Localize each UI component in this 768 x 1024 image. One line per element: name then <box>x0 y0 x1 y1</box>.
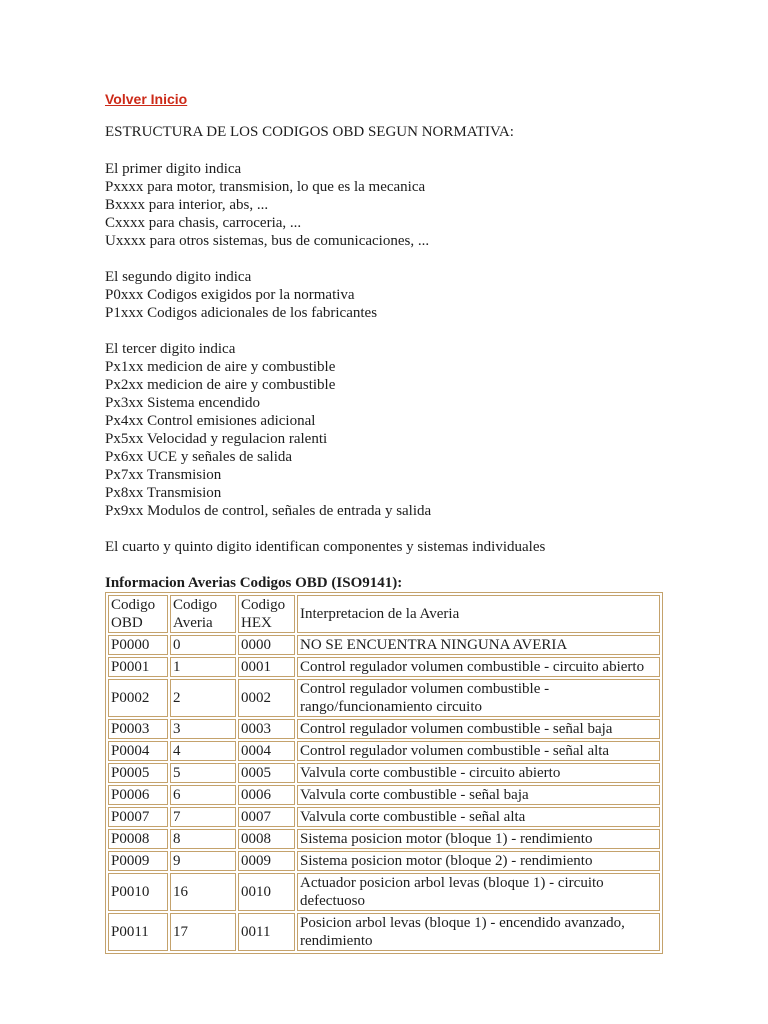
text-line: Px5xx Velocidad y regulacion ralenti <box>105 431 328 447</box>
cell-codigo-hex: 0011 <box>238 913 295 951</box>
cell-interpretacion: Sistema posicion motor (bloque 2) - rendimiento <box>297 851 660 871</box>
table-row <box>108 807 660 827</box>
cell-codigo-averia: 6 <box>170 785 236 805</box>
cell-codigo-obd: P0000 <box>108 635 168 655</box>
cell-codigo-hex: 0000 <box>238 635 295 655</box>
cell-interpretacion: NO SE ENCUENTRA NINGUNA AVERIA <box>297 635 660 655</box>
table-row <box>108 719 660 739</box>
table-row <box>108 913 660 951</box>
cell-codigo-hex: 0002 <box>238 679 295 717</box>
cell-codigo-hex: 0009 <box>238 851 295 871</box>
volver-inicio-link[interactable]: Volver Inicio <box>105 91 188 107</box>
cell-codigo-obd: P0008 <box>108 829 168 849</box>
text-line: El primer digito indica <box>105 161 242 177</box>
text-line: Cxxxx para chasis, carroceria, ... <box>105 215 302 231</box>
header-codigo-averia: Codigo Averia <box>170 595 236 633</box>
cell-interpretacion: Valvula corte combustible - señal baja <box>297 785 660 805</box>
text-line: Uxxxx para otros sistemas, bus de comunicaciones, ... <box>105 233 430 249</box>
text-line: Px1xx medicion de aire y combustible <box>105 359 336 375</box>
table-row <box>108 785 660 805</box>
cell-interpretacion: Control regulador volumen combustible - señal alta <box>297 741 660 761</box>
cell-codigo-hex: 0003 <box>238 719 295 739</box>
cell-codigo-obd: P0005 <box>108 763 168 783</box>
cell-codigo-averia: 3 <box>170 719 236 739</box>
text-line: Bxxxx para interior, abs, ... <box>105 197 269 213</box>
text-line: P1xxx Codigos adicionales de los fabricantes <box>105 305 378 321</box>
text-line: Px3xx Sistema encendido <box>105 395 260 411</box>
paragraph <box>105 160 663 250</box>
text-line: Px8xx Transmision <box>105 485 222 501</box>
cell-codigo-hex: 0001 <box>238 657 295 677</box>
cell-codigo-obd: P0007 <box>108 807 168 827</box>
cell-interpretacion: Control regulador volumen combustible - rango/funcionamiento circuito <box>297 679 660 717</box>
cell-interpretacion: Valvula corte combustible - circuito abierto <box>297 763 660 783</box>
table-row <box>108 657 660 677</box>
cell-codigo-averia: 1 <box>170 657 236 677</box>
header-interpretacion: Interpretacion de la Averia <box>297 595 660 633</box>
paragraph <box>105 268 663 322</box>
cell-codigo-obd: P0009 <box>108 851 168 871</box>
cell-codigo-obd: P0011 <box>108 913 168 951</box>
cell-codigo-averia: 0 <box>170 635 236 655</box>
text-line: Pxxxx para motor, transmision, lo que es la mecanica <box>105 179 426 195</box>
table-title: Informacion Averias Codigos OBD (ISO9141): <box>105 575 403 591</box>
body-paragraphs <box>105 160 663 556</box>
cell-codigo-hex: 0004 <box>238 741 295 761</box>
page-title: ESTRUCTURA DE LOS CODIGOS OBD SEGUN NORMATIVA: <box>105 124 514 140</box>
table-row <box>108 829 660 849</box>
cell-interpretacion: Posicion arbol levas (bloque 1) - encendido avanzado, rendimiento <box>297 913 660 951</box>
cell-codigo-obd: P0010 <box>108 873 168 911</box>
text-line: Px9xx Modulos de control, señales de entrada y salida <box>105 503 432 519</box>
table-row <box>108 851 660 871</box>
table-row <box>108 635 660 655</box>
text-line: Px4xx Control emisiones adicional <box>105 413 316 429</box>
cell-codigo-averia: 2 <box>170 679 236 717</box>
cell-codigo-averia: 9 <box>170 851 236 871</box>
cell-codigo-averia: 4 <box>170 741 236 761</box>
text-line: El cuarto y quinto digito identifican componentes y sistemas individuales <box>105 539 546 555</box>
paragraph <box>105 538 663 556</box>
cell-codigo-averia: 5 <box>170 763 236 783</box>
cell-codigo-averia: 17 <box>170 913 236 951</box>
text-line: El tercer digito indica <box>105 341 236 357</box>
cell-interpretacion: Control regulador volumen combustible - circuito abierto <box>297 657 660 677</box>
cell-codigo-hex: 0006 <box>238 785 295 805</box>
cell-codigo-hex: 0008 <box>238 829 295 849</box>
text-line: Px2xx medicion de aire y combustible <box>105 377 336 393</box>
cell-codigo-obd: P0002 <box>108 679 168 717</box>
cell-interpretacion: Actuador posicion arbol levas (bloque 1) - circuito defectuoso <box>297 873 660 911</box>
document-page <box>105 91 663 954</box>
cell-codigo-obd: P0003 <box>108 719 168 739</box>
header-codigo-hex: Codigo HEX <box>238 595 295 633</box>
cell-codigo-averia: 16 <box>170 873 236 911</box>
cell-codigo-averia: 7 <box>170 807 236 827</box>
cell-codigo-obd: P0006 <box>108 785 168 805</box>
cell-codigo-hex: 0005 <box>238 763 295 783</box>
table-header-row <box>108 595 660 633</box>
table-row <box>108 873 660 911</box>
cell-codigo-hex: 0010 <box>238 873 295 911</box>
cell-codigo-obd: P0001 <box>108 657 168 677</box>
table-row <box>108 741 660 761</box>
cell-codigo-obd: P0004 <box>108 741 168 761</box>
obd-fault-table <box>105 592 663 954</box>
paragraph <box>105 340 663 520</box>
text-line: P0xxx Codigos exigidos por la normativa <box>105 287 355 303</box>
header-codigo-obd: Codigo OBD <box>108 595 168 633</box>
cell-interpretacion: Control regulador volumen combustible - señal baja <box>297 719 660 739</box>
text-line: Px6xx UCE y señales de salida <box>105 449 293 465</box>
text-line: Px7xx Transmision <box>105 467 222 483</box>
cell-codigo-averia: 8 <box>170 829 236 849</box>
table-row <box>108 763 660 783</box>
cell-interpretacion: Sistema posicion motor (bloque 1) - rendimiento <box>297 829 660 849</box>
cell-interpretacion: Valvula corte combustible - señal alta <box>297 807 660 827</box>
cell-codigo-hex: 0007 <box>238 807 295 827</box>
table-row <box>108 679 660 717</box>
text-line: El segundo digito indica <box>105 269 252 285</box>
